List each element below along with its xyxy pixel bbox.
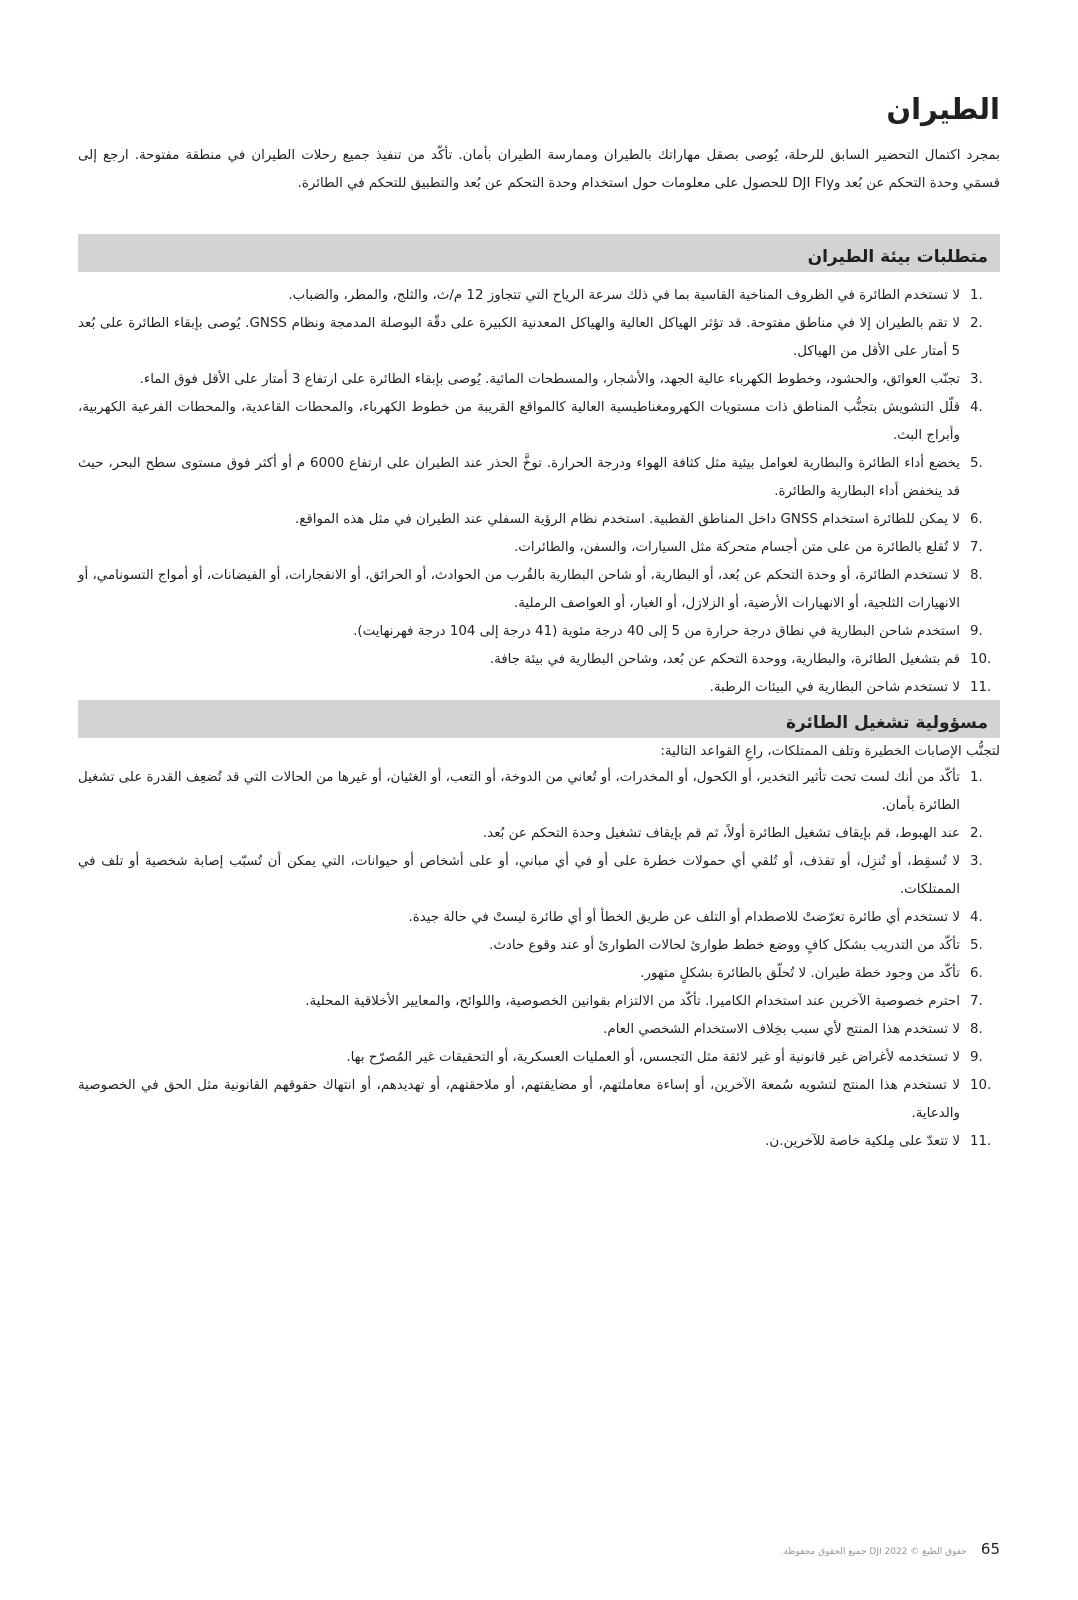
list-item-number: 5. [970, 456, 983, 471]
list-item [78, 618, 1000, 646]
section-header-environment [78, 234, 1000, 272]
list-item-text: قم بتشغيل الطائرة، والبطارية، ووحدة التحكم عن بُعد، وشاحن البطارية في بيئة جافة. [489, 652, 960, 667]
section-heading: متطلبات بيئة الطيران [807, 247, 988, 267]
list-item [78, 506, 1000, 534]
list-item-number: 7. [970, 540, 983, 555]
list-item-number: 7. [970, 994, 983, 1009]
list-item [78, 646, 1000, 674]
list-item-number: 1. [970, 288, 983, 303]
operation-responsibility-list [78, 764, 1000, 1156]
list-item-text: لا تستخدم شاحن البطارية في البيئات الرطبة. [709, 680, 960, 695]
list-item-number: 8. [970, 568, 983, 583]
list-item-number: 8. [970, 1022, 983, 1037]
list-item-number: 5. [970, 938, 983, 953]
list-item-text: يخضع أداء الطائرة والبطارية لعوامل بيئية مثل كثافة الهواء ودرجة الحرارة. توخَّ الحذر عند الطيران على ارتفاع 6000 م أو أكثر فوق مستوى سطح البحر، حيث قد ينخفض أداء البطارية والطائرة. [78, 456, 960, 499]
list-item-number: 2. [970, 826, 983, 841]
list-item-number: 4. [970, 910, 983, 925]
list-item-number: 4. [970, 400, 983, 415]
list-item [78, 1072, 1000, 1128]
manual-page [78, 0, 1000, 1600]
list-item [78, 988, 1000, 1016]
list-item-number: 9. [970, 1050, 983, 1065]
list-item-text: تأكّد من التدريب بشكل كافٍ ووضع خطط طوارئ لحالات الطوارئ أو عند وقوع حادث. [489, 938, 960, 953]
page-footer [78, 1540, 1000, 1558]
list-item-number: 6. [970, 512, 983, 527]
list-item-text: لا تُقلع بالطائرة من على متن أجسام متحركة مثل السيارات، والسفن، والطائرات. [514, 540, 960, 555]
list-item [78, 960, 1000, 988]
list-item-number: 11. [970, 1134, 992, 1149]
list-item-text: استخدم شاحن البطارية في نطاق درجة حرارة من 5 إلى 40 درجة مئوية (41 درجة إلى 104 درجة فهرنهايت). [353, 624, 960, 639]
list-item [78, 764, 1000, 820]
list-item [78, 1128, 1000, 1156]
list-item-text: لا تستخدم الطائرة، أو وحدة التحكم عن بُعد، أو البطارية، أو شاحن البطارية بالقُرب من الحوادث، أو الحرائق، أو الانفجارات، أو الفيضانات، أو أمواج التسونامي، أو الانهيارات الثلجية، أو الانهيارات الأرضية، أو الزلازل، أو الغبار، أو العواصف الرملية. [78, 568, 960, 611]
list-item-number: 3. [970, 854, 983, 869]
list-item-text: تأكّد من أنك لست تحت تأثير التخدير، أو الكحول، أو المخدرات، أو تُعاني من الدوخة، أو التعب، أو الغثيان، أو غيرها من الحالات التي قد تُضعِف القدرة على تشغيل الطائرة بأمان. [78, 770, 960, 813]
list-item-number: 2. [970, 316, 983, 331]
list-item-text: لا تُسقِط، أو تُنزِل، أو تقذف، أو تُلقي أي حمولات خطرة على أو في أي مباني، أو على أشخاص أو حيوانات، التي يمكن أن تُسبّب إصابة شخصية أو تلف في الممتلكات. [78, 854, 960, 897]
list-item [78, 848, 1000, 904]
list-item [78, 820, 1000, 848]
copyright-text: حقوق الطبع © 2022 DJI جميع الحقوق محفوظة. [780, 1547, 967, 1557]
list-item [78, 366, 1000, 394]
list-item-text: لا يمكن للطائرة استخدام GNSS داخل المناطق القطبية. استخدم نظام الرؤية السفلي عند الطيران في مثل هذه المواقع. [294, 512, 960, 527]
list-item-text: تأكّد من وجود خطة طيران. لا تُحلّق بالطائرة بشكلٍ متهور. [640, 966, 960, 981]
page-title: الطيران [886, 92, 1000, 126]
list-item-text: لا تستخدم الطائرة في الظروف المناخية القاسية بما في ذلك سرعة الرياح التي تتجاوز 12 م/ث، والثلج، والمطر، والضباب. [288, 288, 960, 303]
list-item [78, 450, 1000, 506]
list-item-text: احترم خصوصية الآخرين عند استخدام الكاميرا. تأكّد من الالتزام بقوانين الخصوصية، واللوائح، والمعايير الأخلاقية المحلية. [305, 994, 960, 1009]
list-item-number: 3. [970, 372, 983, 387]
list-item [78, 1044, 1000, 1072]
list-item-number: 9. [970, 624, 983, 639]
list-item-number: 10. [970, 652, 992, 667]
section-heading: مسؤولية تشغيل الطائرة [785, 713, 988, 733]
list-item [78, 310, 1000, 366]
list-item [78, 674, 1000, 702]
list-item-text: لا تتعدّ على مِلكية خاصة للآخرين.ن. [765, 1134, 960, 1149]
section-header-operation [78, 700, 1000, 738]
list-item-text: تجنّب العوائق، والحشود، وخطوط الكهرباء عالية الجهد، والأشجار، والمسطحات المائية. يُوصى بإبقاء الطائرة على ارتفاع 3 أمتار على الأقل فوق الماء. [139, 372, 960, 387]
list-item-number: 1. [970, 770, 983, 785]
environment-requirements-list [78, 282, 1000, 702]
list-item [78, 904, 1000, 932]
list-item [78, 534, 1000, 562]
list-item-text: لا تستخدم هذا المنتج لأي سبب بخِلاف الاستخدام الشخصي العام. [603, 1022, 960, 1037]
list-item [78, 932, 1000, 960]
list-item-text: لا تستخدمه لأغراض غير قانونية أو غير لائقة مثل التجسس، أو العمليات العسكرية، أو التحقيقات غير المُصرّح بها. [346, 1050, 960, 1065]
list-item [78, 394, 1000, 450]
section-lead: لتجنُّب الإصابات الخطيرة وتلف الممتلكات، راعِ القواعد التالية: [660, 744, 1000, 759]
list-item-text: قلّل التشويش بتجنُّب المناطق ذات مستويات الكهرومغناطيسية العالية كالمواقع القريبة من خطوط الكهرباء، والمحطات القاعدية، والمحطات الفرعية الكهربية، وأبراج البث. [78, 400, 960, 443]
list-item-number: 6. [970, 966, 983, 981]
list-item-text: لا تستخدم هذا المنتج لتشويه سُمعة الآخرين، أو إساءة معاملتهم، أو مضايقتهم، أو ملاحقتهم، أو تهديدهم، أو انتهاك حقوقهم القانونية مثل الحق في الخصوصية والدعاية. [78, 1078, 960, 1121]
list-item-number: 10. [970, 1078, 992, 1093]
list-item [78, 1016, 1000, 1044]
list-item-text: لا تقم بالطيران إلا في مناطق مفتوحة. قد تؤثر الهياكل العالية والهياكل المعدنية الكبيرة على دقّة البوصلة المدمجة ونظام GNSS. يُوصى بإبقاء الطائرة على بُعد 5 أمتار على الأقل من الهياكل. [78, 316, 960, 359]
list-item-text: عند الهبوط، قم بإيقاف تشغيل الطائرة أولاً، ثم قم بإيقاف تشغيل وحدة التحكم عن بُعد. [482, 826, 960, 841]
intro-paragraph: بمجرد اكتمال التحضير السابق للرحلة، يُوصى بصقل مهاراتك بالطيران وممارسة الطيران بأمان. تأكّد من تنفيذ جميع رحلات الطيران في منطقة مفتوحة. ارجع إلى قسمَي وحدة التحكم عن بُعد وDJI Fly للحصول على معلومات حول استخدام وحدة التحكم عن بُعد والتطبيق للتحكم في الطائرة. [78, 148, 1000, 191]
list-item [78, 282, 1000, 310]
list-item [78, 562, 1000, 618]
list-item-text: لا تستخدم أي طائرة تعرّضتْ للاصطدام أو التلف عن طريق الخطأ أو أي طائرة ليستْ في حالة جيدة. [408, 910, 960, 925]
page-number: 65 [980, 1540, 1000, 1558]
list-item-number: 11. [970, 680, 992, 695]
